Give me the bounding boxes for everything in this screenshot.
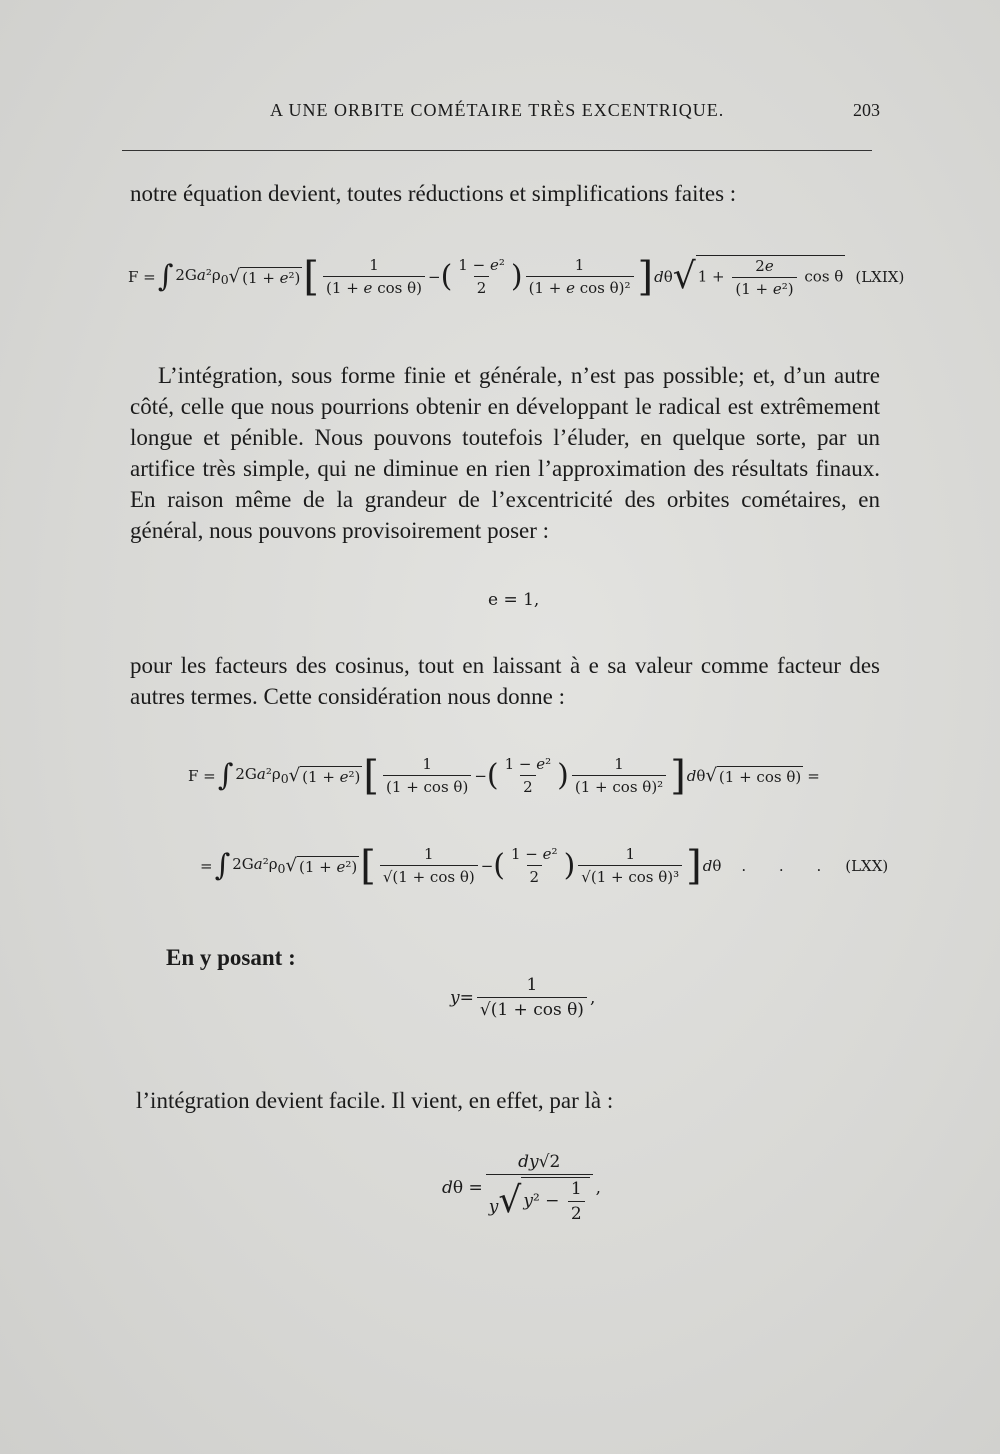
page-number: 203: [853, 100, 880, 120]
header-rule: [122, 150, 872, 151]
equation-lxix: F = ∫ $2Ga^2\rho_0$ √ (1 + e²) [ $\frac{1}{\text{(1 + e cos θ)}}$ − ( $\frac{\text{1 − e²}}{2}$ ) $\frac{1}{\text{(1 + e cos θ)²}}$ ] d θ √ 1 + $\frac{2e}{\text{(1 + e²)}}$ cos θ (LXIX): [128, 253, 905, 300]
equation-y-substitution: y = $\frac{1}{\text{√(1 + cos θ)}}$ ,: [450, 975, 596, 1020]
paragraph-1: notre équation devient, toutes réductions et simplifications faites :: [130, 181, 737, 206]
paragraph-3: pour les facteurs des cosinus, tout en laissant à e sa valeur comme facteur des autres termes. Cette considération nous donne :: [130, 653, 880, 709]
equation-e-equals-one: e = 1,: [488, 590, 540, 610]
equation-label-lxix: (LXIX): [855, 267, 905, 286]
running-title: A UNE ORBITE COMÉTAIRE TRÈS EXCENTRIQUE.: [270, 100, 725, 120]
paragraph-4: En y posant :: [166, 945, 296, 970]
paragraph-2: L’intégration, sous forme finie et générale, n’est pas possible; et, d’un autre côté, celle que nous pourrions obtenir en développant le radical est extrêmement longue et pénible. Nous pouvons toutefois l’éluder, en quelque sorte, par un artifice très simple, qui ne diminue en rien l’approximation des résultats finaux. En raison même de la grandeur de l’excentricité des orbites cométaires, en général, nous pouvons provisoirement poser :: [130, 363, 880, 543]
equation-lxx-line-2: = ∫ $2Ga^2\rho_0$ √ (1 + e²) [ $\frac{1}{\text{√(1 + cos θ)}}$ − ( $\frac{\text{1 − e²}}{2}$ ) $\frac{1}{\text{√(1 + cos θ)³}}$ ] d θ . . . (LXX): [200, 842, 889, 889]
equation-lxx-line-1: F = ∫ $2Ga^2\rho_0$ √ (1 + e²) [ $\frac{1}{\text{(1 + cos θ)}}$ − ( $\frac{\text{1 − e²}}{2}$ ) $\frac{1}{\text{(1 + cos θ)²}}$ ] d θ √ (1 + cos θ) =: [188, 752, 820, 799]
paragraph-5: l’intégration devient facile. Il vient, en effet, par là :: [136, 1088, 614, 1113]
equation-label-lxx: (LXX): [845, 856, 889, 875]
running-head: [120, 100, 880, 124]
equation-dtheta: d θ = dy√2 y √ y² − $\frac{1}{2}$ ,: [442, 1152, 602, 1224]
